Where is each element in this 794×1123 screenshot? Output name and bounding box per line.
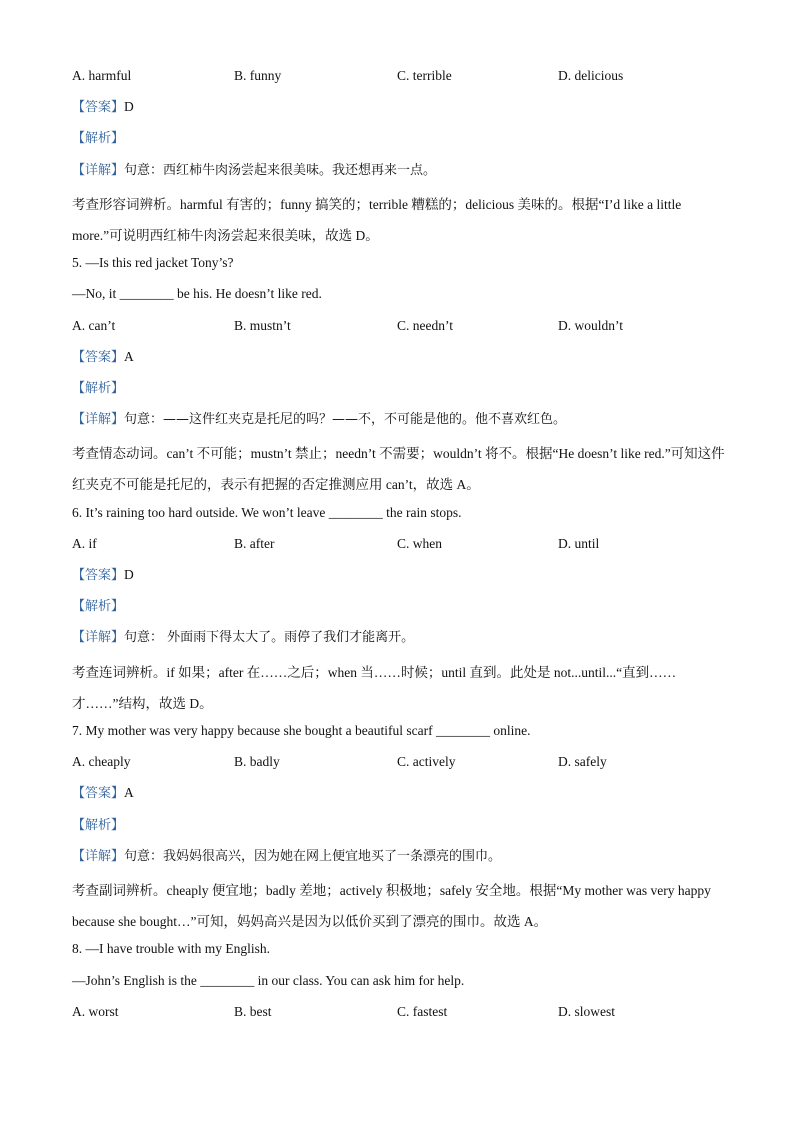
question-stem-reply: —John’s English is the ________ in our class. You can ask him for help. [72, 972, 465, 988]
detail-label: 【详解】 [72, 848, 125, 864]
answer-line [72, 781, 732, 812]
option-c: C. when [397, 535, 442, 551]
option-b: B. best [234, 1003, 272, 1019]
answer-label: 【答案】 [72, 349, 125, 365]
answer-value: D [124, 567, 134, 583]
detail-text: 句意：西红柿牛肉汤尝起来很美味。我还想再来一点。 [124, 162, 437, 178]
option-b: B. badly [234, 754, 280, 770]
option-a: A. worst [72, 1003, 119, 1019]
option-a: A. can’t [72, 317, 116, 333]
option-d: D. until [558, 535, 600, 551]
question-stem: 5. —Is this red jacket Tony’s? [72, 255, 234, 271]
q4-options [72, 64, 732, 95]
option-a: A. harmful [72, 68, 132, 83]
answer-line [72, 563, 732, 594]
answer-label: 【答案】 [72, 100, 125, 116]
option-c: C. fastest [397, 1003, 448, 1019]
question-stem-reply: —No, it ________ be his. He doesn’t like red. [72, 286, 322, 302]
explanation-text: 考查形容词辨析。harmful 有害的；funny 搞笑的；terrible 糟糕的；delicious 美味的。根据“I’d like a little more.”可说明西红柿牛肉汤尝起来很美味，故选 D。 [72, 196, 682, 243]
answer-label: 【答案】 [72, 568, 125, 584]
detail-text: 句意：我妈妈很高兴，因为她在网上便宜地买了一条漂亮的围巾。 [124, 848, 502, 864]
option-b: B. funny [234, 68, 282, 83]
option-d: D. wouldn’t [558, 317, 624, 333]
option-d: D. slowest [558, 1003, 615, 1019]
option-c: C. terrible [397, 68, 452, 83]
detail-label: 【详解】 [72, 412, 125, 428]
analysis-label: 【解析】 [72, 817, 125, 833]
option-b: B. after [234, 535, 275, 551]
q6-options [72, 532, 732, 563]
option-d: D. delicious [558, 68, 624, 83]
answer-value: A [124, 348, 134, 364]
option-c: C. actively [397, 754, 456, 770]
analysis-line [72, 126, 732, 157]
detail-label: 【详解】 [72, 630, 125, 646]
q5-options [72, 314, 732, 345]
detail-line [72, 844, 732, 875]
question-stem: 7. My mother was very happy because she bought a beautiful scarf ________ online. [72, 723, 531, 739]
analysis-line [72, 813, 732, 844]
answer-value: D [124, 99, 134, 115]
q8-options [72, 1000, 732, 1031]
answer-line [72, 95, 732, 126]
answer-line [72, 345, 732, 376]
explanation-text: 考查情态动词。can’t 不可能；mustn’t 禁止；needn’t 不需要；wouldn’t 将不。根据“He doesn’t like red.”可知这件红夹克不可能是托尼的，表示有把握的否定推测应用 can’t，故选 A。 [72, 446, 725, 493]
explanation-text: 考查副词辨析。cheaply 便宜地；badly 差地；actively 积极地；safely 安全地。根据“My mother was very happy because she bought…”可知，妈妈高兴是因为以低价买到了漂亮的围巾。故选 A。 [72, 882, 711, 930]
question-stem: 6. It’s raining too hard outside. We won’t leave ________ the rain stops. [72, 504, 462, 520]
document-page [72, 64, 732, 1031]
q7-options [72, 750, 732, 781]
answer-label: 【答案】 [72, 786, 125, 802]
question-stem: 8. —I have trouble with my English. [72, 941, 270, 957]
detail-label: 【详解】 [72, 162, 125, 178]
analysis-label: 【解析】 [72, 131, 125, 147]
explanation-text: 考查连词辨析。if 如果；after 在……之后；when 当……时候；until 直到。此处是 not...until...“直到……才……”结构，故选 D。 [72, 664, 677, 711]
analysis-line [72, 594, 732, 625]
answer-value: A [124, 785, 134, 801]
detail-line [72, 158, 732, 189]
option-b: B. mustn’t [234, 317, 291, 333]
option-d: D. safely [558, 754, 607, 770]
detail-text: 句意：——这件红夹克是托尼的吗？——不，不可能是他的。他不喜欢红色。 [124, 412, 567, 428]
option-c: C. needn’t [397, 317, 453, 333]
analysis-label: 【解析】 [72, 380, 125, 396]
option-a: A. cheaply [72, 754, 131, 770]
detail-line [72, 407, 732, 438]
detail-text: 句意： 外面雨下得太大了。雨停了我们才能离开。 [124, 630, 415, 646]
detail-line [72, 625, 732, 656]
analysis-line [72, 376, 732, 407]
option-a: A. if [72, 535, 97, 551]
analysis-label: 【解析】 [72, 599, 125, 615]
